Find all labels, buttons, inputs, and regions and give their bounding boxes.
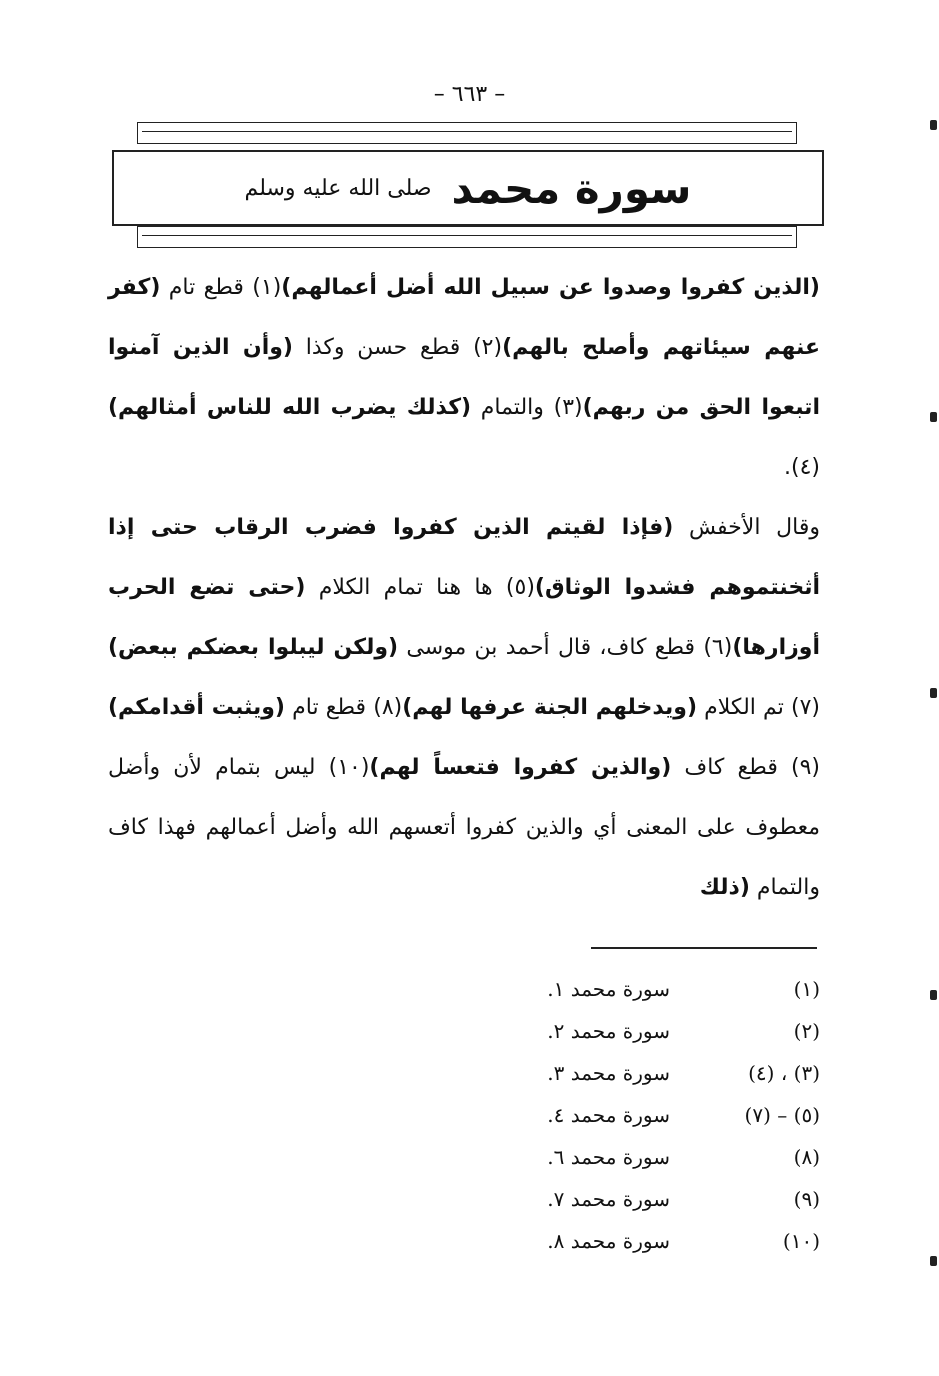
body-text — [108, 258, 820, 918]
commentary-text: (٦) قطع كاف، قال أحمد بن موسى — [398, 635, 733, 660]
commentary-text: وقال الأخفش — [673, 515, 820, 540]
commentary-text: (٤). — [784, 455, 820, 480]
page-number: – ٦٦٣ – — [433, 82, 506, 107]
quran-verse: (فإذا لقيتم الذين كفروا فضرب الرقاب حتى إذا أثخنتموهم فشدوا الوثاق) — [108, 515, 820, 600]
footnote-row — [500, 1052, 820, 1094]
footnote-number: (١) — [793, 977, 820, 1001]
footnote-row — [500, 1136, 820, 1178]
quran-verse: (حتى تضع الحرب أوزارها) — [108, 575, 820, 660]
paragraph — [108, 258, 820, 498]
scan-mark — [930, 120, 937, 130]
quran-verse: (والذين كفروا فتعساً لهم) — [369, 755, 672, 780]
surah-title-frame — [112, 122, 824, 250]
scan-mark — [930, 412, 937, 422]
footnote-row — [500, 1178, 820, 1220]
quran-verse: (ولكن ليبلوا بعضكم ببعض) — [108, 635, 399, 660]
footnotes — [500, 968, 820, 1262]
footnote-number: (١٠) — [782, 1229, 820, 1253]
footnote-number: (٢) — [793, 1019, 820, 1043]
footnote-number: (٨) — [793, 1145, 820, 1169]
title-border-top — [137, 122, 797, 144]
footnote-number: (٣) ، (٤) — [748, 1061, 820, 1085]
footnote-source: سورة محمد ٤. — [547, 1103, 670, 1127]
footnote-source: سورة محمد ٦. — [547, 1145, 670, 1169]
footnote-row — [500, 968, 820, 1010]
footnote-number: (٥) – (٧) — [744, 1103, 820, 1127]
quran-verse: (كذلك يضرب الله للناس أمثالهم) — [108, 395, 472, 420]
footnote-source: سورة محمد ٢. — [547, 1019, 670, 1043]
title-border-bottom — [137, 226, 797, 248]
scan-mark — [930, 688, 937, 698]
footnote-source: سورة محمد ٧. — [547, 1187, 670, 1211]
footnote-row — [500, 1010, 820, 1052]
commentary-text: (٩) قطع كاف — [671, 755, 820, 780]
footnote-source: سورة محمد ١. — [547, 977, 670, 1001]
footnote-row — [500, 1220, 820, 1262]
scan-mark — [930, 1256, 937, 1266]
quran-verse: (الذين كفروا وصدوا عن سبيل الله أضل أعمالهم) — [281, 275, 820, 300]
quran-verse: (وأن الذين آمنوا اتبعوا الحق من ربهم) — [108, 335, 820, 420]
footnote-source: سورة محمد ٣. — [547, 1061, 670, 1085]
quran-verse: (كفر عنهم سيئاتهم وأصلح بالهم) — [108, 275, 821, 360]
footnote-number: (٩) — [793, 1187, 820, 1211]
quran-verse: (ويدخلهم الجنة عرفها لهم) — [402, 695, 698, 720]
commentary-text: (١) قطع تام — [160, 275, 282, 300]
footnote-source: سورة محمد ٨. — [547, 1229, 670, 1253]
quran-verse: (ويثبت أقدامكم) — [108, 695, 285, 720]
commentary-text: (٨) قطع تام — [285, 695, 403, 720]
quran-verse: (ذلك — [699, 875, 750, 900]
commentary-text: (٢) قطع حسن وكذا — [292, 335, 503, 360]
footnote-separator — [591, 947, 817, 949]
surah-honorific: صلى الله عليه وسلم — [244, 175, 432, 201]
paragraph — [108, 498, 820, 918]
surah-title-box — [112, 150, 824, 226]
commentary-text: (٣) والتمام — [471, 395, 583, 420]
surah-name: سورة محمد — [451, 163, 692, 213]
scan-mark — [930, 990, 937, 1000]
commentary-text: (٥) ها هنا تمام الكلام — [305, 575, 535, 600]
footnote-row — [500, 1094, 820, 1136]
commentary-text: (١٠) ليس بتمام لأن وأضل معطوف على المعنى أي والذين كفروا أتعسهم الله وأضل أعمالهم فهذا كاف والتمام — [108, 755, 820, 900]
commentary-text: (٧) تم الكلام — [697, 695, 820, 720]
